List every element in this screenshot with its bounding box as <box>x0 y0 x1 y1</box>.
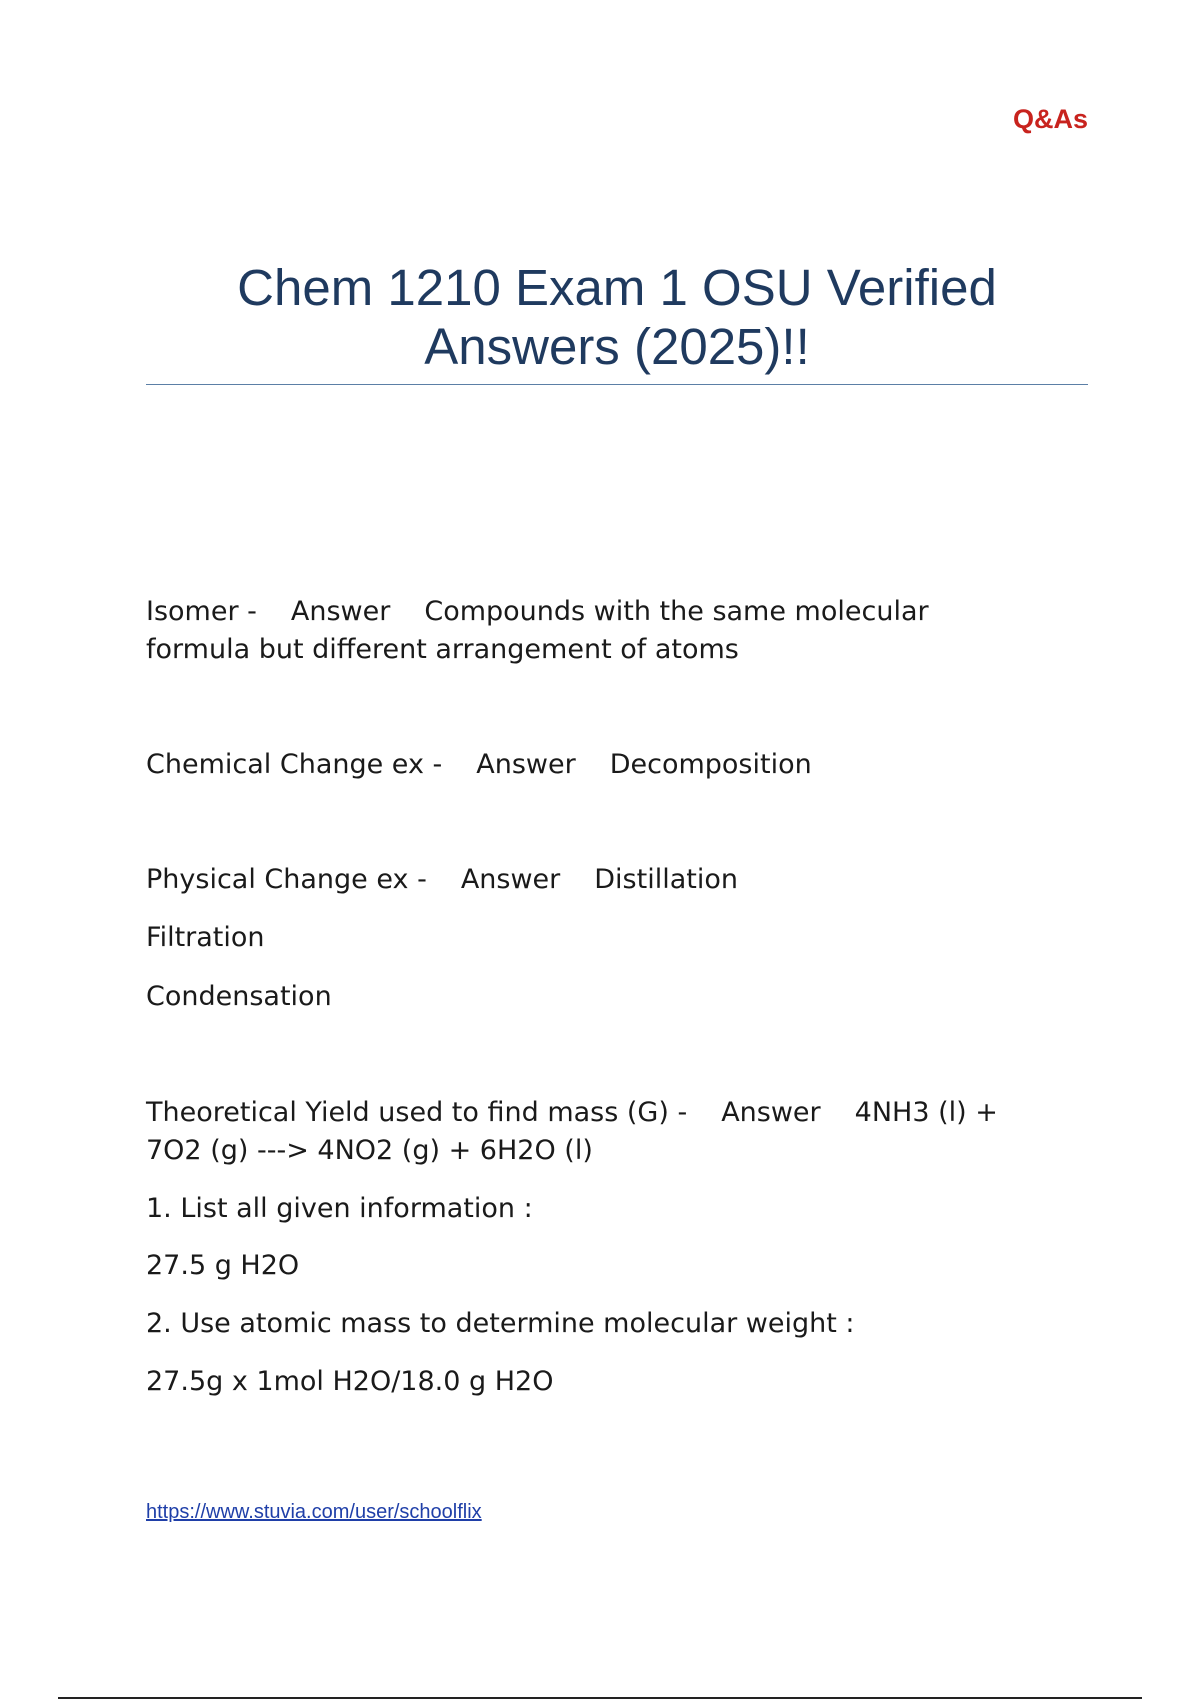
footer-link[interactable]: https://www.stuvia.com/user/schoolflix <box>146 1501 482 1523</box>
term: Physical Change ex - <box>146 864 427 895</box>
answer-line: 2. Use atomic mass to determine molecular weight : <box>146 1308 855 1339</box>
qa-item-isomer <box>146 593 1076 669</box>
answer-text-continued: 7O2 (g) ---> 4NO2 (g) + 6H2O (l) <box>146 1135 593 1166</box>
answer-label: Answer <box>721 1097 821 1128</box>
answer-line: 27.5 g H2O <box>146 1250 300 1281</box>
term: Isomer - <box>146 596 257 627</box>
answer-text: 4NH3 (l) + <box>854 1097 998 1128</box>
answer-text: Distillation <box>594 864 738 895</box>
title-block <box>146 258 1088 385</box>
answer-label: Answer <box>476 749 576 780</box>
answer-label: Answer <box>460 864 561 895</box>
answer-text-continued: formula but different arrangement of atoms <box>146 634 739 665</box>
page-title: Chem 1210 Exam 1 OSU Verified Answers (2025)!! <box>237 259 997 375</box>
answer-text: Compounds with the same molecular <box>424 596 929 627</box>
qa-item-theoretical-yield <box>146 1094 1076 1170</box>
answer-line: Condensation <box>146 981 332 1012</box>
answer-line: 27.5g x 1mol H2O/18.0 g H2O <box>146 1366 554 1397</box>
qa-item-chemical-change <box>146 746 1076 784</box>
term: Theoretical Yield used to find mass (G) - <box>146 1097 688 1128</box>
qas-tag: Q&As <box>1012 104 1088 134</box>
bottom-divider <box>58 1697 1142 1699</box>
answer-label: Answer <box>290 596 391 627</box>
answer-line: Filtration <box>146 922 265 953</box>
term: Chemical Change ex - <box>146 749 443 780</box>
qa-item-physical-change <box>146 861 1076 899</box>
answer-line: 1. List all given information : <box>146 1193 533 1224</box>
answer-text: Decomposition <box>609 749 812 780</box>
